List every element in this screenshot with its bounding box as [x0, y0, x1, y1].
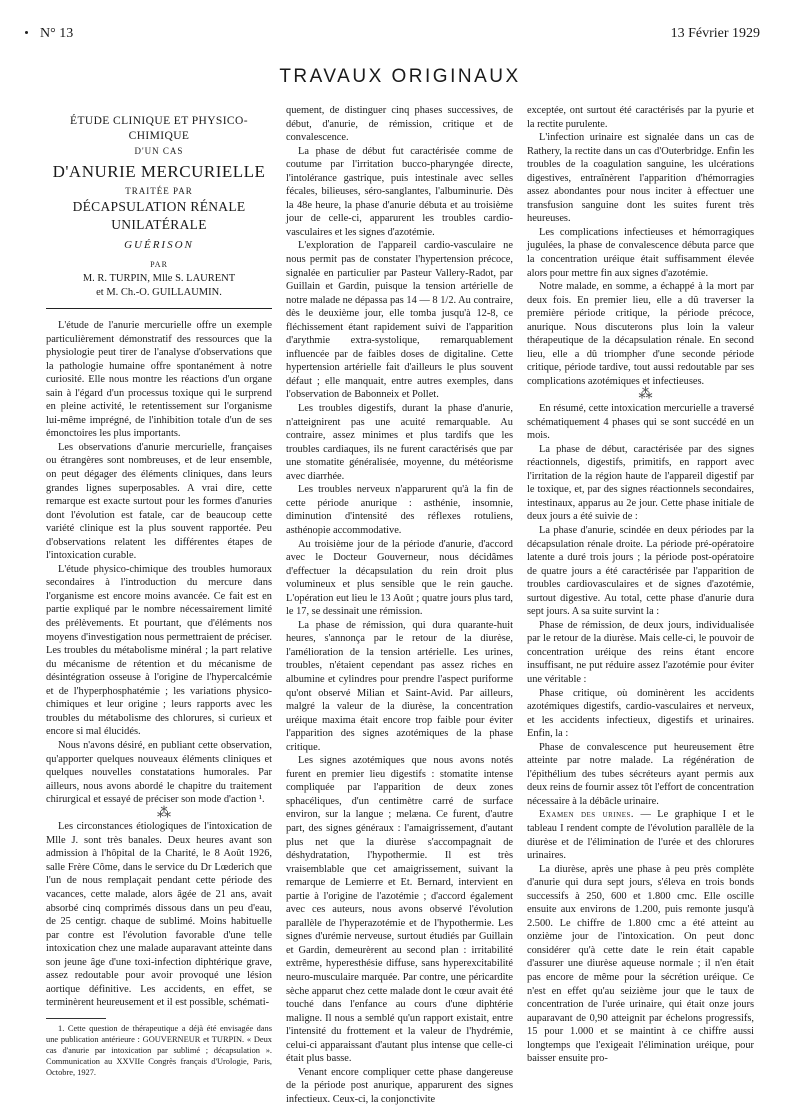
paragraph: La phase de début fut caractérisée comme de coutume par l'irritation bucco-pharyngée directe, l'intolérance gastrique, puis intestinale avec selles fécales, bilieuses, séro-sanglantes, l'albuminurie. Dès la 48e heure, la phase d'anurie débuta et au troisième jour de celle-ci, apparurent les troubles cardio-vasculaires et les signes d'azotémie. [286, 145, 513, 238]
footnote: 1. Cette question de thérapeutique a déjà été envisagée dans une publication antérieure : GOUVERNEUR et TURPIN. « Deux cas d'anurie par intoxication par sublimé ; décapsulation ». Communication au XXVIIe Congrès français d'Urologie, Paris, Octobre, 1927. [46, 1023, 272, 1077]
title-line-5: GUÉRISON [124, 239, 194, 251]
issue-date: 13 Février 1929 [670, 26, 760, 41]
column-2 [286, 104, 513, 1105]
paragraph: Les troubles digestifs, durant la phase d'anurie, n'atteignirent pas une acuité remarquable. Au contraire, assez minimes et plus tardifs que les troubles cardiaques, ils ne furent caractérisés que par une stomatite généralisée, moyenne, du météorisme avec diarrhée. [286, 403, 513, 482]
asterism: ⁂ [638, 387, 655, 403]
paragraph: La phase de début, caractérisée par des signes réactionnels, digestifs, primitifs, en rapport avec l'irritation de la région haute de l'appareil digestif par le toxique, et, par des signes réactionnels secondaires, intestinaux, apparus au 2e jour. Cette phase initiale de deux jours a été suivie de : [527, 443, 754, 523]
margin-mark [25, 31, 28, 34]
paragraph: La phase de rémission, qui dura quarante-huit heures, s'annonça par le retour de la diurèse, l'amélioration de la tension artérielle. Les urines, troubles, n'étaient cependant pas assez riches en albumine et cylindres pour prendre l'aspect puriforme qu'ont observé Milian et Saint-Avid. Par ailleurs, malgré la valeur de la diurèse, la concentration uréique maxima était encore trop faible pour éviter l'apparition des signes azotémiques de la phase critique. [286, 619, 513, 753]
column-3 [527, 104, 754, 1069]
article-main-title: D'ANURIE MERCURIELLE [52, 162, 266, 181]
title-line-4: DÉCAPSULATION RÉNALE UNILATÉRALE [72, 199, 246, 232]
exam-text: — Le graphique I et le tableau I rendent compte de l'évolution parallèle de la diurèse et de l'élimination de l'urée et des chlorures urinaires. [527, 809, 755, 862]
page-header [40, 26, 760, 46]
paragraph: Au troisième jour de la période d'anurie, d'accord avec le Docteur Gouverneur, nous décidâmes d'effectuer la décapsulation du rein droit plus volumineux et plus sensible que le rein gauche. L'opération eut lieu le 13 Août ; quatre jours plus tard, le 17, se dessinait une rémission. [286, 538, 513, 618]
paragraph: Nous n'avons désiré, en publiant cette observation, qu'apporter quelques nouveaux éléments cliniques et quelques nouvelles constatations humorales. Par ailleurs, nous avons abordé le chapitre du traitement chirurgical et essayé de préciser son mode d'action ¹. [46, 739, 272, 806]
by-label: PAR [150, 260, 168, 269]
paragraph: La phase d'anurie, scindée en deux périodes par la décapsulation rénale droite. La période pré-opératoire latente a duré trois jours ; la période post-opératoire de quatre jours a été caractérisée par l'apparition de troubles cardiovasculaires et de signes d'azotémie, surtout digestive. Au total, cette phase d'anurie dura sept jours. A sa suite survint la : [527, 524, 754, 618]
authors-line-2: et M. Ch.-O. GUILLAUMIN. [96, 287, 222, 298]
footnote-rule [46, 1018, 106, 1019]
section-title: TRAVAUX ORIGINAUX [279, 66, 521, 87]
paragraph: Venant encore compliquer cette phase dangereuse de la période post anurique, apparurent des signes infectieux. Ceux-ci, la conjonctivite [286, 1066, 513, 1105]
exam-paragraph [527, 808, 754, 862]
article-heading [46, 104, 272, 309]
title-rule [46, 308, 272, 309]
paragraph: Phase de convalescence put heureusement être atteinte par notre malade. La régénération de l'épithélium des tubes sécréteurs ayant permis aux deux reins de fournir assez tôt l'effort de concentration nécessaire à la débâcle urinaire. [527, 741, 754, 807]
paragraph: En résumé, cette intoxication mercurielle a traversé schématiquement 4 phases qui se sont succédé en un mois. [527, 403, 754, 442]
title-line-3: TRAITÉE PAR [125, 186, 193, 196]
paragraph: L'infection urinaire est signalée dans un cas de Rathery, la rectite dans un cas d'Outerbridge. Enfin les troubles de la coagulation sanguine, les ulcérations digestives, entraînèrent l'apparition d'hémorragies assez abondantes pour nous inciter à effectuer une transfusion sanguine dont les suites furent très heureuses. [527, 132, 754, 225]
column-1 [46, 104, 272, 1077]
paragraph: Notre malade, en somme, a échappé à la mort par deux fois. En premier lieu, elle a dû traverser la première période critique, la période précoce, anurique. Nous discuterons plus loin la valeur thérapeutique de la décapsulation rénale. En second lieu, elle a dû triompher d'une seconde période critique, période tardive, tout aussi redoutable par ses complications azotémiques et infectieuses. [527, 281, 754, 387]
paragraph: L'étude de l'anurie mercurielle offre un exemple particulièrement démonstratif des ressources que la physiologie peut tirer de l'analyse d'observations que la pathologie humaine offre spontanément à notre curiosité. Elle nous montre les réactions d'un organe sain à l'égard d'un processus toxique qui le surprend en pleine activité, le retentissement sur l'organisme lui-même imprégné, de l'inhibition totale d'un de ses émonctoires les plus importants. [46, 320, 272, 440]
paragraph: Les signes azotémiques que nous avons notés furent en premier lieu digestifs : stomatite intense compliquée par l'apparition de deux zones sphacéliques, d'un centimètre carré de surface environ, sur la langue ; melæna. Ce furent, d'autre part, des signes généraux : l'amaigrissement, d'autant plus net que la diurèse s'accompagnait de déshydratation, l'hypothermie. Il est très vraisemblable que cet amaigrissement, suivant la remarque de Lemierre et Et. Bernard, intervient en partie à l'origine de l'azotémie ; d'accord également avec ces auteurs, nous avons observé l'évolution parallèle de l'hyperazotémie et de l'hypothermie. Les signes d'urémie nerveuse, surtout étudiés par Guillain et Gardin, demeurèrent au second plan : irritabilité extrême, hyperesthésie diffuse, sans hyperexcitabilité neuro-musculaire marquée. Par contre, une péricardite sèche apparut chez cette malade dont le cœur avait été touché dans l'enfance au cours d'une diphtérie maligne. Il nous a semblé qu'un rapport existait, entre l'intensité du frottement et la valeur de l'hydrémie, celui-ci apparaissant d'autant plus intense que celle-ci était plus basse. [286, 755, 513, 1065]
issue-number: N° 13 [40, 26, 74, 41]
title-line-1: ÉTUDE CLINIQUE ET PHYSICO-CHIMIQUE [70, 115, 248, 142]
paragraph: Phase de rémission, de deux jours, individualisée par le retour de la diurèse. Mais celle-ci, le pouvoir de concentration uréique des reins étant encore insuffisant, ne put réduire assez l'azotémie pour éviter une véritable : [527, 619, 754, 685]
asterism: ⁂ [157, 805, 173, 821]
title-line-2: D'UN CAS [134, 146, 184, 156]
paragraph: exceptée, ont surtout été caractérisés par la pyurie et la rectite purulente. [527, 105, 754, 130]
paragraph: Les circonstances étiologiques de l'intoxication de Mlle J. sont très banales. Deux heures avant son admission à l'hôpital de la Charité, le 8 Août 1926, salle Frère Côme, dans le service du Dr Lœderich que l'un de nous remplaçait pendant cette période des vacances, cette malade, alors âgée de 21 ans, avait absorbé cinq comprimés dissous dans un peu d'eau, de 25 centigr. chaque de sublimé. Moins habituelle par contre est l'évolution favorable d'une telle intoxication chez une malade auparavant atteinte dans son jeune âge d'une toxi-infection diphtérique grave, assez redoutable pour avoir provoqué une lésion aortique définitive. Les accidents, en effet, se terminèrent heureusement et il est possible, schémati- [46, 821, 272, 1009]
paragraph: Phase critique, où dominèrent les accidents azotémiques digestifs, cardio-vasculaires et nerveux, et les accidents infectieux, digestifs et urinaires. Enfin, la : [527, 687, 754, 740]
paragraph: Les complications infectieuses et hémorragiques jugulées, la phase de convalescence débuta parce que la concentration uréique était suffisamment élevée alors pour mettre fin aux signes d'azotémie. [527, 226, 754, 279]
paragraph: La diurèse, après une phase à peu près complète d'anurie qui dura sept jours, s'éleva en trois bonds successifs à 250, 600 et 1.800 cmc. Elle oscille ensuite aux environs de 1.200, puis remonte jusqu'à 2.500. Le chiffre de 1.800 cmc a été atteint au onzième jour de l'intoxication. On peut donc considérer qu'à cette date le rein était capable d'assurer une diurèse aqueuse normale ; il n'en était pas encore de même pour la sécrétion uréique. Ce n'est en effet qu'au seizième jour que le taux de concentration de l'urée urinaire, qui était onze jours auparavant de 0,90 atteignit par échelons progressifs, 15 pour 1.000 et se maintint à ce chiffre aussi longtemps que l'exigeait l'élimination uréique, pour baisser ensuite pro- [527, 863, 754, 1065]
exam-label: Examen des urines. [539, 809, 634, 821]
paragraph: Les observations d'anurie mercurielle, françaises ou étrangères sont nombreuses, et de leur ensemble, on peut dégager des éléments cliniques, dans leurs grandes lignes superposables. A vrai dire, cette remarque est exacte surtout pour les formes d'anuries dont l'évolution est fatale, car de beaucoup cette variété clinique est la plus souvent rapportée. Peu d'observations relatent les différentes étapes de l'intoxication curable. [46, 441, 272, 562]
paragraph: quement, de distinguer cinq phases successives, de début, d'anurie, de rémission, critique et de convalescence. [286, 105, 513, 144]
paragraph: L'étude physico-chimique des troubles humoraux secondaires à l'introduction du mercure dans l'organisme est encore moins avancée. Ce fait est en partie expliqué par le nombre nécessairement limité des prélèvements. Et pourtant, que d'éléments nos moyens d'investigation nous permettraient de préciser. Les troubles du métabolisme minéral ; la part relative du mécanisme de rétention et du mécanisme de désintégration osseuse à l'origine de l'hypercalcémie et de l'hyperphosphatémie ; les variations physico-chimiques et leur origine ; leurs rapports avec les troubles du métabolisme des chlorures, si curieux et encore si mal élucidés. [46, 563, 272, 738]
authors-line-1: M. R. TURPIN, Mlle S. LAURENT [82, 273, 236, 284]
paragraph: Les troubles nerveux n'apparurent qu'à la fin de cette période anurique : asthénie, insomnie, diminution d'intensité des réflexes rotuliens, asthénopie accommodative. [286, 484, 513, 536]
paragraph: L'exploration de l'appareil cardio-vasculaire ne nous permit pas de constater l'hypertension précoce, signalée en particulier par Pasteur Vallery-Radot, par Guillain et Gardin, puisque la tension artérielle de notre malade ne dépassa pas 14 — 8 1/2. Au contraire, dès le deuxième jour, elle tomba jusqu'à 12-8, ce fléchissement étant rapidement suivi de l'apparition d'arythmie extra-systolique, remarquablement influencée par de faibles doses de digitaline. Cette hypertension artérielle fait d'ailleurs le plus souvent défaut ; elle manquait, entre autres exemples, dans l'observation de Babonneix et Pollet. [286, 240, 513, 401]
